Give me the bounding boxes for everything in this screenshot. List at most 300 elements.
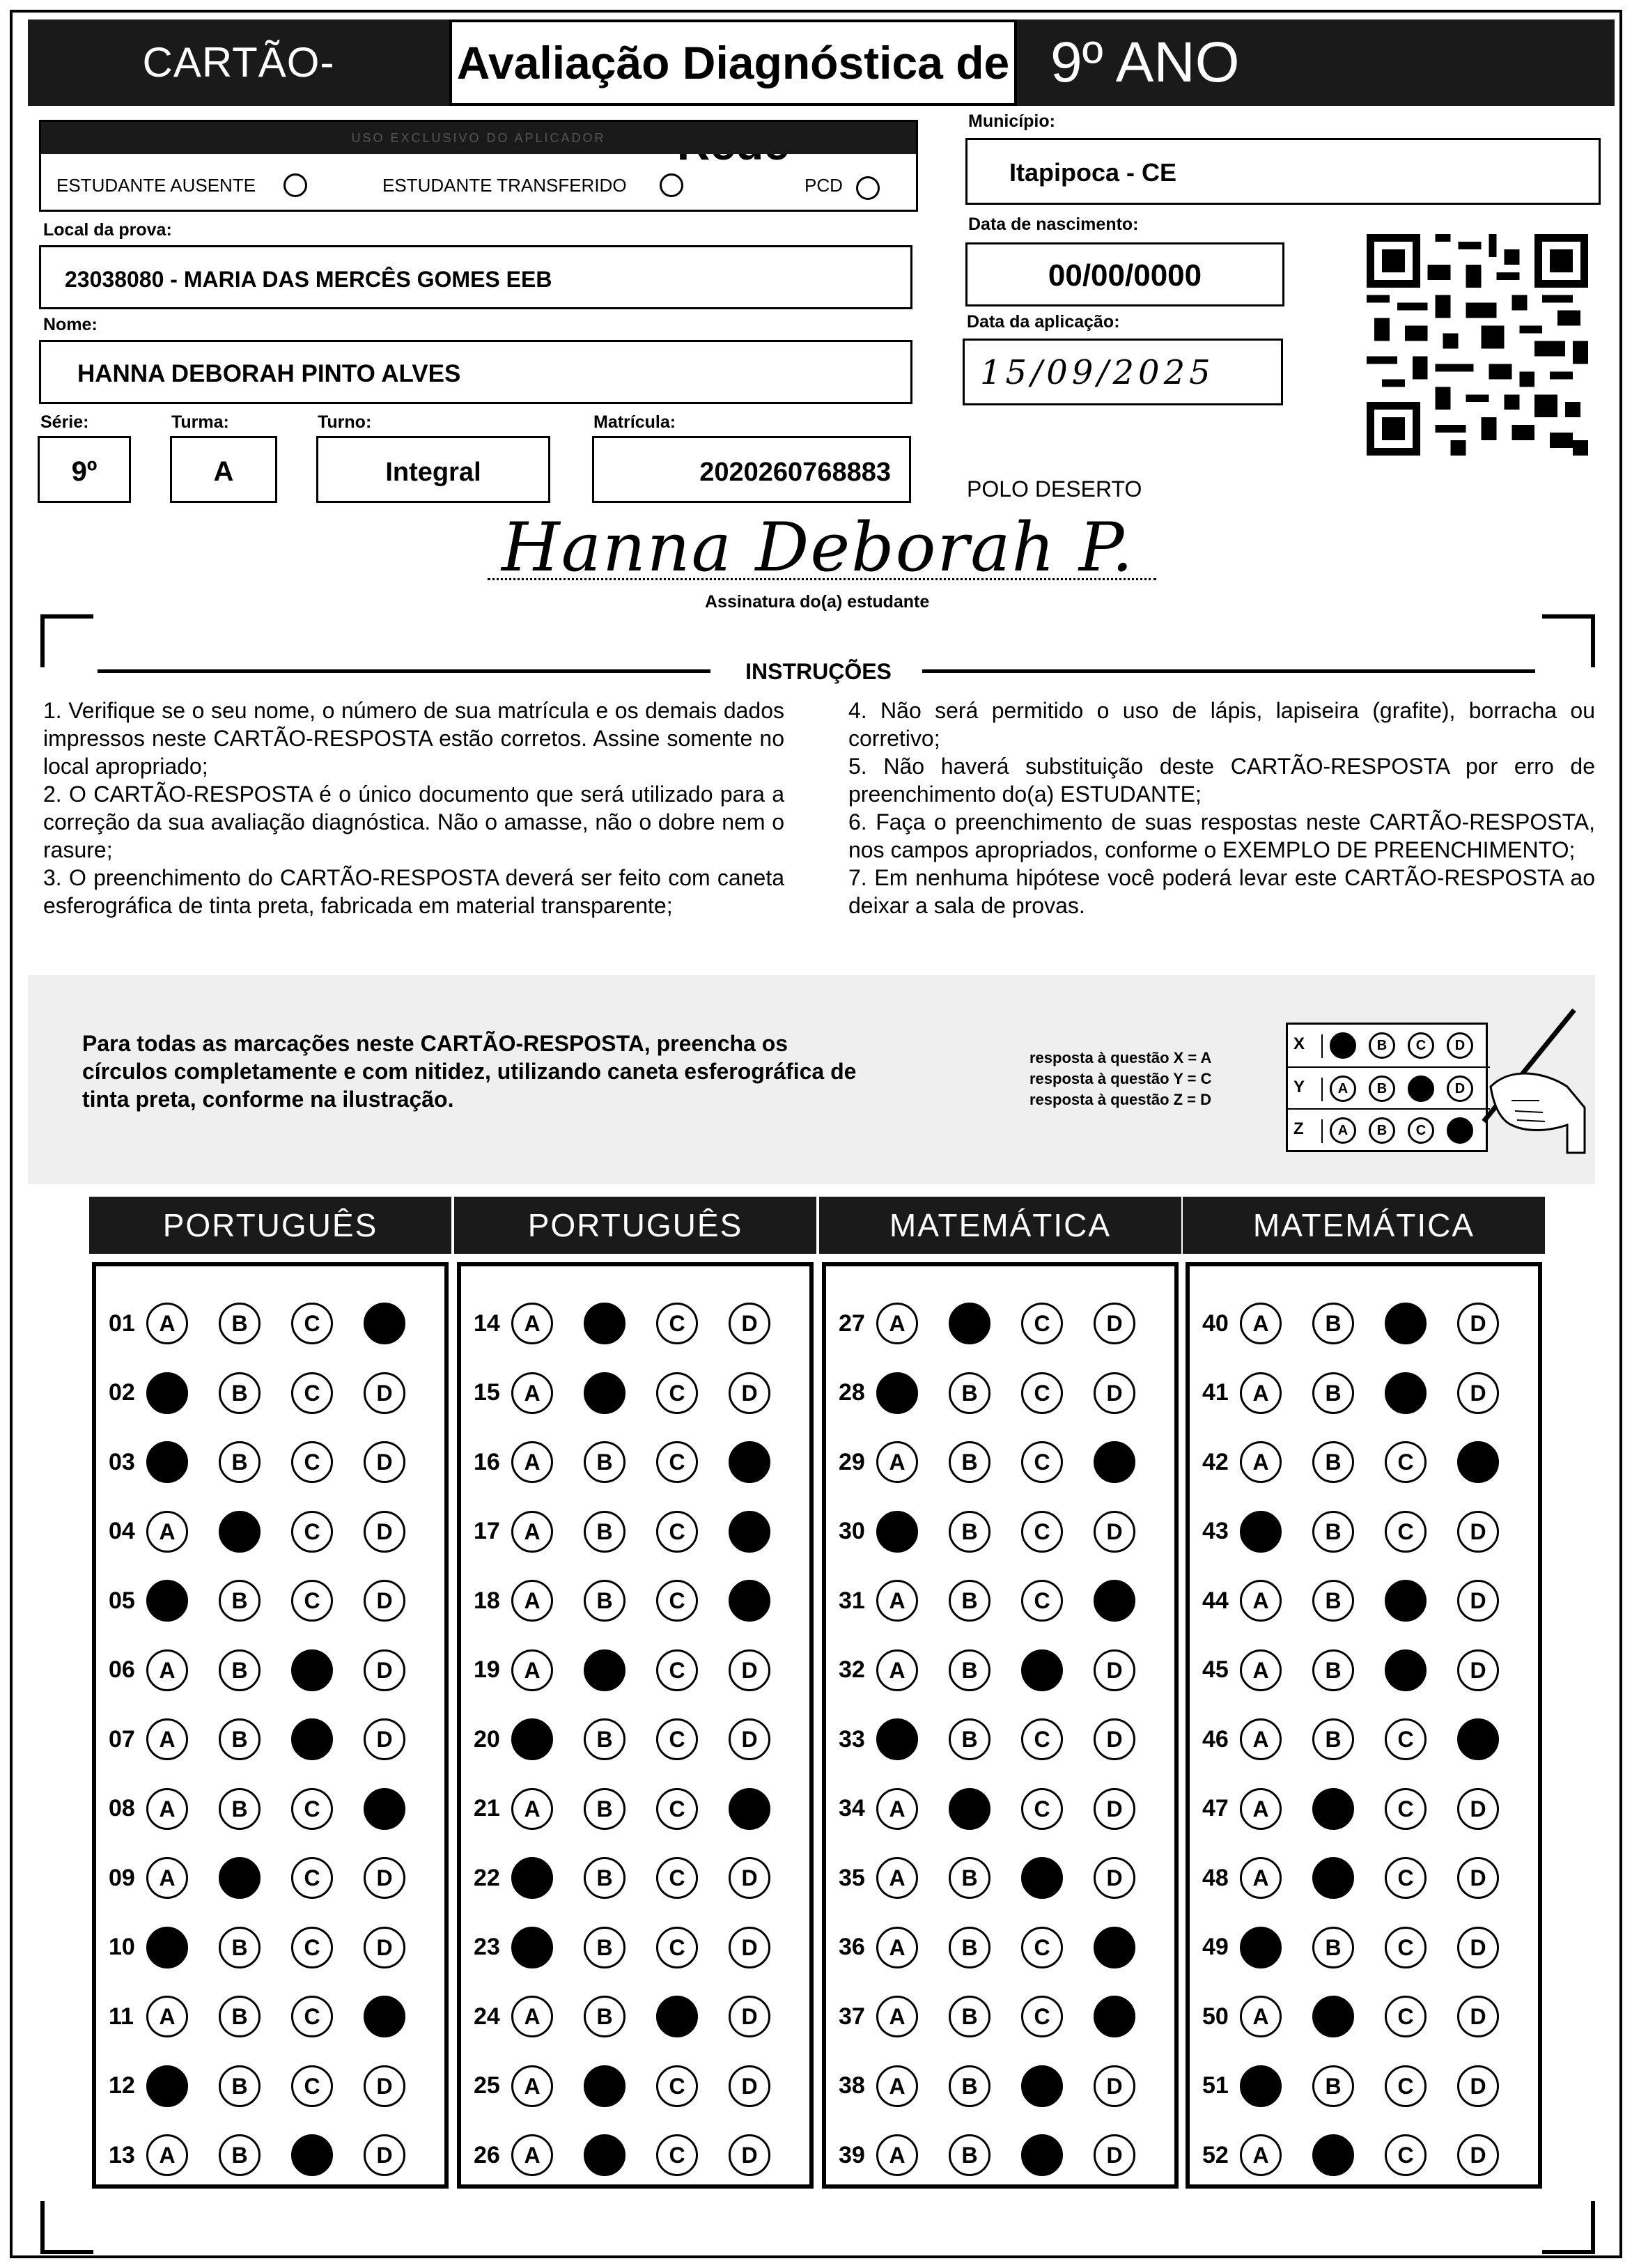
answer-bubble-d[interactable]: D	[1094, 1857, 1135, 1899]
answer-bubble-d[interactable]: D	[1094, 2065, 1135, 2107]
matricula-field	[592, 436, 911, 503]
answer-bubble-b[interactable]: B	[949, 1927, 990, 1968]
answer-bubble-a[interactable]	[511, 1927, 553, 1968]
answer-bubble-d[interactable]	[729, 1441, 770, 1483]
example-row	[1288, 1066, 1490, 1111]
example-bubble-c: C	[1408, 1117, 1434, 1144]
answer-bubble-a[interactable]: A	[876, 2065, 918, 2107]
answer-bubble-b[interactable]: B	[1312, 1718, 1354, 1760]
column-header: MATEMÁTICA	[819, 1197, 1181, 1254]
signature-line	[488, 578, 1156, 580]
answer-bubble-a[interactable]: A	[1240, 1718, 1282, 1760]
question-row	[109, 1649, 436, 1691]
answer-bubble-a[interactable]	[146, 1580, 188, 1622]
answer-bubble-d[interactable]: D	[364, 1580, 405, 1622]
question-row	[1202, 1441, 1530, 1483]
answer-bubble-b[interactable]	[584, 2065, 625, 2107]
answer-bubble-d[interactable]: D	[729, 1857, 770, 1899]
applicator-box	[39, 120, 918, 212]
answer-bubble-d[interactable]: D	[729, 1649, 770, 1691]
answer-bubble-a[interactable]: A	[511, 1441, 553, 1483]
answer-bubble-b[interactable]: B	[949, 1857, 990, 1899]
answer-bubble-d[interactable]: D	[1094, 1511, 1135, 1553]
answer-bubble-a[interactable]	[511, 1857, 553, 1899]
answer-bubble-b[interactable]: B	[219, 2065, 261, 2107]
example-bubble-a	[1330, 1032, 1356, 1059]
instruction-3: 3. O preenchimento do CARTÃO-RESPOSTA deverá ser feito com caneta esferográfica de tinta preta, fabricada em material transparente;	[43, 865, 784, 918]
answer-bubble-b[interactable]: B	[949, 1372, 990, 1414]
answer-bubble-d[interactable]: D	[729, 1718, 770, 1760]
answer-bubble-c[interactable]: C	[1385, 1441, 1427, 1483]
answer-bubble-a[interactable]: A	[511, 1303, 553, 1344]
answer-bubble-a[interactable]: A	[876, 1580, 918, 1622]
answer-bubble-c[interactable]: C	[656, 1511, 698, 1553]
answer-bubble-b[interactable]: B	[584, 1788, 625, 1830]
answer-bubble-b[interactable]: B	[219, 1718, 261, 1760]
answer-bubble-d[interactable]: D	[1457, 1372, 1499, 1414]
grade-label: 9º ANO	[1017, 20, 1615, 106]
answer-bubble-b[interactable]: B	[584, 1718, 625, 1760]
question-number: 02	[109, 1379, 135, 1406]
answer-bubble-c[interactable]: C	[1385, 1927, 1427, 1968]
example-question-label: Z	[1293, 1119, 1323, 1143]
answer-bubble-c[interactable]: C	[656, 2065, 698, 2107]
answer-bubble-b[interactable]: B	[949, 1996, 990, 2037]
answer-bubble-a[interactable]: A	[1240, 1857, 1282, 1899]
answer-bubble-a[interactable]: A	[876, 1996, 918, 2037]
answer-bubble-a[interactable]: A	[511, 1996, 553, 2037]
question-row	[1202, 1927, 1530, 1968]
answer-bubble-c[interactable]: C	[1021, 1580, 1063, 1622]
answer-bubble-c[interactable]: C	[1021, 1441, 1063, 1483]
answer-bubble-c[interactable]: C	[1021, 1303, 1063, 1344]
answer-bubble-b[interactable]: B	[219, 1927, 261, 1968]
answer-bubble-a[interactable]: A	[876, 1927, 918, 1968]
answer-bubble-b[interactable]: B	[1312, 1441, 1354, 1483]
answer-bubble-b[interactable]: B	[219, 1649, 261, 1691]
answer-bubble-b[interactable]: B	[949, 1718, 990, 1760]
answer-bubble-a[interactable]	[876, 1372, 918, 1414]
answer-bubble-c[interactable]	[1385, 1372, 1427, 1414]
answer-bubble-a[interactable]: A	[876, 2134, 918, 2176]
answer-bubble-a[interactable]: A	[1240, 1372, 1282, 1414]
answer-bubble-c[interactable]: C	[291, 1927, 333, 1968]
answer-bubble-c[interactable]	[1021, 2065, 1063, 2107]
answer-bubble-d[interactable]	[1094, 1927, 1135, 1968]
answer-bubble-c[interactable]: C	[291, 1857, 333, 1899]
turno-value: Integral	[385, 458, 481, 487]
answer-bubble-a[interactable]: A	[1240, 1580, 1282, 1622]
turma-label: Turma:	[171, 412, 229, 432]
answer-bubble-d[interactable]: D	[729, 2134, 770, 2176]
answer-bubble-a[interactable]: A	[146, 1996, 188, 2037]
answer-bubble-a[interactable]: A	[146, 1511, 188, 1553]
question-number: 28	[839, 1379, 865, 1406]
answer-grid	[457, 1262, 814, 2189]
answer-bubble-a[interactable]: A	[511, 2065, 553, 2107]
answer-bubble-b[interactable]	[1312, 1996, 1354, 2037]
answer-bubble-a[interactable]: A	[511, 1580, 553, 1622]
answer-bubble-a[interactable]: A	[146, 1303, 188, 1344]
column-header: MATEMÁTICA	[1183, 1197, 1545, 1254]
answer-bubble-d[interactable]: D	[1457, 1303, 1499, 1344]
answer-bubble-d[interactable]: D	[1094, 1788, 1135, 1830]
answer-bubble-b[interactable]: B	[1312, 1927, 1354, 1968]
answer-bubble-d[interactable]: D	[729, 1996, 770, 2037]
answer-bubble-c[interactable]	[291, 2134, 333, 2176]
answer-bubble-c[interactable]	[1021, 2134, 1063, 2176]
answer-bubble-c[interactable]: C	[1021, 1927, 1063, 1968]
question-number: 01	[109, 1310, 135, 1337]
answer-bubble-d[interactable]: D	[1457, 1649, 1499, 1691]
answer-bubble-c[interactable]: C	[291, 1788, 333, 1830]
answer-bubble-b[interactable]: B	[1312, 1649, 1354, 1691]
answer-bubble-b[interactable]: B	[1312, 1303, 1354, 1344]
answer-bubble-b[interactable]	[949, 1303, 990, 1344]
question-row	[109, 1441, 436, 1483]
question-row	[839, 1372, 1166, 1414]
answer-bubble-b[interactable]: B	[219, 2134, 261, 2176]
question-row	[109, 1580, 436, 1622]
answer-bubble-a[interactable]: A	[146, 1649, 188, 1691]
answer-bubble-c[interactable]: C	[1021, 1511, 1063, 1553]
question-row	[1202, 1303, 1530, 1344]
answer-bubble-d[interactable]: D	[1457, 1927, 1499, 1968]
turma-value: A	[213, 456, 234, 487]
question-number: 21	[474, 1795, 500, 1822]
question-number: 29	[839, 1448, 865, 1475]
transferred-label: ESTUDANTE TRANSFERIDO	[382, 175, 627, 196]
answer-bubble-d[interactable]: D	[1457, 1511, 1499, 1553]
answer-bubble-a[interactable]: A	[146, 1788, 188, 1830]
example-legend-y: resposta à questão Y = C	[1029, 1070, 1212, 1087]
answer-bubble-b[interactable]	[584, 1649, 625, 1691]
answer-bubble-c[interactable]	[1385, 1649, 1427, 1691]
question-row	[474, 1996, 801, 2037]
answer-bubble-c[interactable]: C	[656, 1857, 698, 1899]
question-row	[474, 1580, 801, 1622]
answer-bubble-a[interactable]: A	[146, 1857, 188, 1899]
answer-bubble-b[interactable]: B	[949, 1580, 990, 1622]
answer-bubble-d[interactable]	[1094, 1580, 1135, 1622]
question-row	[474, 1441, 801, 1483]
answer-bubble-c[interactable]	[291, 1649, 333, 1691]
question-number: 31	[839, 1587, 865, 1614]
answer-bubble-a[interactable]	[146, 2065, 188, 2107]
card-title: CARTÃO-	[28, 20, 449, 106]
answer-bubble-b[interactable]: B	[949, 2065, 990, 2107]
question-number: 27	[839, 1310, 865, 1337]
answer-bubble-d[interactable]: D	[1094, 1303, 1135, 1344]
question-number: 46	[1202, 1725, 1229, 1753]
answer-bubble-d[interactable]: D	[1457, 2065, 1499, 2107]
question-number: 07	[109, 1725, 135, 1753]
example-question-label: X	[1293, 1034, 1323, 1058]
question-number: 49	[1202, 1934, 1229, 1960]
answer-bubble-b[interactable]: B	[219, 1788, 261, 1830]
answer-bubble-a[interactable]: A	[876, 1441, 918, 1483]
answer-bubble-a[interactable]	[146, 1441, 188, 1483]
example-text: Para todas as marcações neste CARTÃO-RESPOSTA, preencha os círculos completamente e com nitidez, utilizando caneta esferográfica de tinta preta, conforme na ilustração.	[82, 1031, 857, 1112]
answer-bubble-c[interactable]: C	[291, 1580, 333, 1622]
local-value: 23038080 - MARIA DAS MERCÊS GOMES EEB	[65, 267, 552, 292]
question-number: 40	[1202, 1310, 1229, 1337]
answer-bubble-c[interactable]: C	[291, 1511, 333, 1553]
answer-bubble-d[interactable]	[729, 1788, 770, 1830]
question-number: 10	[109, 1934, 135, 1960]
answer-bubble-b[interactable]	[584, 2134, 625, 2176]
question-number: 35	[839, 1864, 865, 1891]
answer-bubble-d[interactable]: D	[1457, 1996, 1499, 2037]
answer-bubble-d[interactable]: D	[1094, 1718, 1135, 1760]
answer-bubble-a[interactable]: A	[511, 2134, 553, 2176]
answer-bubble-a[interactable]: A	[1240, 2134, 1282, 2176]
answer-bubble-a[interactable]	[876, 1511, 918, 1553]
transferred-checkbox[interactable]	[660, 173, 683, 197]
answer-bubble-c[interactable]: C	[1021, 1788, 1063, 1830]
answer-bubble-d[interactable]: D	[364, 1511, 405, 1553]
answer-bubble-a[interactable]: A	[1240, 1441, 1282, 1483]
answer-bubble-d[interactable]: D	[729, 1927, 770, 1968]
answer-bubble-b[interactable]	[1312, 1788, 1354, 1830]
answer-bubble-a[interactable]	[146, 1927, 188, 1968]
serie-label: Série:	[40, 412, 89, 432]
answer-bubble-c[interactable]: C	[291, 2065, 333, 2107]
answer-bubble-c[interactable]: C	[1021, 1718, 1063, 1760]
applicator-strip: USO EXCLUSIVO DO APLICADOR	[41, 122, 916, 154]
answer-bubble-c[interactable]: C	[1385, 2134, 1427, 2176]
answer-bubble-d[interactable]	[1457, 1718, 1499, 1760]
example-bubble-a: A	[1330, 1075, 1356, 1102]
answer-bubble-a[interactable]: A	[511, 1511, 553, 1553]
question-number: 09	[109, 1864, 135, 1891]
answer-bubble-a[interactable]: A	[876, 1788, 918, 1830]
answer-bubble-a[interactable]: A	[1240, 1996, 1282, 2037]
answer-bubble-a[interactable]: A	[146, 2134, 188, 2176]
answer-bubble-d[interactable]: D	[1094, 2134, 1135, 2176]
answer-bubble-c[interactable]: C	[656, 1927, 698, 1968]
answer-bubble-a[interactable]	[146, 1372, 188, 1414]
answer-bubble-b[interactable]: B	[584, 1927, 625, 1968]
answer-bubble-b[interactable]: B	[219, 1303, 261, 1344]
answer-bubble-a[interactable]	[1240, 1927, 1282, 1968]
question-row	[109, 1511, 436, 1553]
answer-bubble-d[interactable]: D	[364, 1649, 405, 1691]
question-number: 16	[474, 1448, 500, 1475]
nome-value: HANNA DEBORAH PINTO ALVES	[77, 360, 461, 387]
answer-bubble-c[interactable]	[656, 1996, 698, 2037]
aplicacao-field[interactable]	[963, 339, 1283, 405]
answer-bubble-d[interactable]	[364, 1303, 405, 1344]
answer-bubble-b[interactable]: B	[584, 1996, 625, 2037]
question-number: 05	[109, 1587, 135, 1614]
answer-bubble-d[interactable]: D	[1094, 1649, 1135, 1691]
question-number: 17	[474, 1518, 500, 1544]
answer-bubble-b[interactable]: B	[219, 1441, 261, 1483]
answer-bubble-b[interactable]	[1312, 2134, 1354, 2176]
question-row	[839, 1580, 1166, 1622]
answer-bubble-a[interactable]: A	[1240, 1303, 1282, 1344]
answer-bubble-d[interactable]: D	[1094, 1372, 1135, 1414]
question-row	[474, 1927, 801, 1968]
question-row	[109, 1372, 436, 1414]
question-number: 37	[839, 2003, 865, 2030]
turma-field	[170, 436, 277, 503]
question-number: 13	[109, 2141, 135, 2168]
instruction-7: 7. Em nenhuma hipótese você poderá levar este CARTÃO-RESPOSTA ao deixar a sala de provas.	[848, 865, 1595, 918]
answer-bubble-c[interactable]: C	[656, 1788, 698, 1830]
answer-bubble-c[interactable]	[1385, 1580, 1427, 1622]
answer-bubble-c[interactable]: C	[656, 2134, 698, 2176]
answer-bubble-c[interactable]: C	[291, 1441, 333, 1483]
answer-bubble-c[interactable]: C	[1385, 1857, 1427, 1899]
answer-bubble-c[interactable]: C	[1385, 1996, 1427, 2037]
answer-bubble-a[interactable]: A	[511, 1788, 553, 1830]
municipio-value: Itapipoca - CE	[1009, 158, 1177, 187]
answer-bubble-b[interactable]: B	[1312, 1372, 1354, 1414]
answer-bubble-a[interactable]	[876, 1718, 918, 1760]
answer-bubble-a[interactable]: A	[1240, 1649, 1282, 1691]
question-number: 06	[109, 1656, 135, 1683]
answer-bubble-a[interactable]: A	[876, 1303, 918, 1344]
column-header: PORTUGUÊS	[89, 1197, 451, 1254]
answer-bubble-d[interactable]: D	[364, 1372, 405, 1414]
hand-pen-icon	[1463, 1003, 1595, 1163]
question-row	[839, 1927, 1166, 1968]
answer-bubble-d[interactable]: D	[364, 2065, 405, 2107]
answer-bubble-d[interactable]: D	[1457, 1580, 1499, 1622]
question-row	[109, 1996, 436, 2037]
corner-bottom-left	[40, 2201, 93, 2254]
answer-bubble-d[interactable]: D	[1457, 1857, 1499, 1899]
answer-bubble-c[interactable]: C	[1385, 2065, 1427, 2107]
answer-bubble-b[interactable]: B	[949, 2134, 990, 2176]
question-row	[1202, 1580, 1530, 1622]
answer-bubble-d[interactable]	[1094, 1996, 1135, 2037]
pcd-checkbox[interactable]	[856, 176, 880, 200]
instruction-1: 1. Verifique se o seu nome, o número de sua matrícula e os demais dados impressos neste CARTÃO-RESPOSTA estão corretos. Assine somente no local apropriado;	[43, 698, 784, 779]
answer-bubble-b[interactable]	[949, 1788, 990, 1830]
question-row	[1202, 1857, 1530, 1899]
answer-bubble-d[interactable]: D	[1457, 1788, 1499, 1830]
answer-bubble-a[interactable]	[1240, 2065, 1282, 2107]
answer-bubble-b[interactable]	[584, 1372, 625, 1414]
answer-bubble-c[interactable]: C	[656, 1303, 698, 1344]
answer-bubble-b[interactable]: B	[584, 1580, 625, 1622]
answer-bubble-c[interactable]: C	[291, 1372, 333, 1414]
answer-bubble-b[interactable]: B	[584, 1857, 625, 1899]
answer-bubble-c[interactable]: C	[1385, 1788, 1427, 1830]
answer-bubble-d[interactable]	[1457, 1441, 1499, 1483]
answer-bubble-c[interactable]: C	[291, 1996, 333, 2037]
answer-bubble-c[interactable]	[291, 1718, 333, 1760]
example-legend	[1029, 1048, 1211, 1110]
answer-bubble-b[interactable]: B	[949, 1441, 990, 1483]
answer-bubble-c[interactable]: C	[656, 1718, 698, 1760]
answer-bubble-c[interactable]: C	[656, 1649, 698, 1691]
answer-bubble-c[interactable]: C	[1385, 1718, 1427, 1760]
answer-bubble-d[interactable]	[729, 1580, 770, 1622]
answer-bubble-c[interactable]	[1021, 1857, 1063, 1899]
question-number: 11	[109, 2003, 134, 2030]
answer-bubble-c[interactable]: C	[1021, 1372, 1063, 1414]
question-row	[839, 1996, 1166, 2037]
answer-bubble-c[interactable]: C	[656, 1372, 698, 1414]
answer-bubble-b[interactable]: B	[1312, 2065, 1354, 2107]
example-question-label: Y	[1293, 1078, 1323, 1101]
answer-bubble-a[interactable]: A	[1240, 1788, 1282, 1830]
answer-bubble-d[interactable]: D	[729, 1372, 770, 1414]
answer-bubble-b[interactable]: B	[949, 1511, 990, 1553]
answer-bubble-b[interactable]: B	[1312, 1580, 1354, 1622]
answer-bubble-b[interactable]	[584, 1303, 625, 1344]
example-bubble-b: B	[1369, 1075, 1395, 1102]
answer-bubble-a[interactable]: A	[146, 1718, 188, 1760]
absent-checkbox[interactable]	[283, 173, 307, 197]
question-number: 22	[474, 1864, 500, 1891]
answer-bubble-d[interactable]	[364, 1996, 405, 2037]
answer-bubble-b[interactable]	[219, 1511, 261, 1553]
answer-bubble-d[interactable]: D	[1457, 2134, 1499, 2176]
instruction-6: 6. Faça o preenchimento de suas respostas neste CARTÃO-RESPOSTA, nos campos apropriados, conforme o EXEMPLO DE PREENCHIMENTO;	[848, 809, 1595, 862]
answer-bubble-c[interactable]: C	[1385, 1511, 1427, 1553]
answer-bubble-a[interactable]: A	[511, 1372, 553, 1414]
answer-bubble-d[interactable]: D	[364, 1927, 405, 1968]
answer-bubble-b[interactable]: B	[949, 1649, 990, 1691]
question-row	[474, 1718, 801, 1760]
question-row	[1202, 1511, 1530, 1553]
answer-bubble-b[interactable]: B	[219, 1580, 261, 1622]
answer-bubble-a[interactable]	[511, 1718, 553, 1760]
answer-bubble-c[interactable]: C	[1021, 1996, 1063, 2037]
answer-bubble-a[interactable]: A	[876, 1649, 918, 1691]
answer-bubble-d[interactable]	[364, 1788, 405, 1830]
answer-bubble-d[interactable]: D	[364, 1441, 405, 1483]
answer-bubble-d[interactable]: D	[364, 2134, 405, 2176]
answer-bubble-d[interactable]: D	[364, 1857, 405, 1899]
question-number: 32	[839, 1656, 865, 1683]
answer-bubble-c[interactable]: C	[656, 1580, 698, 1622]
answer-bubble-a[interactable]: A	[876, 1857, 918, 1899]
answer-bubble-b[interactable]: B	[219, 1996, 261, 2037]
question-row	[474, 2134, 801, 2176]
answer-bubble-b[interactable]: B	[219, 1372, 261, 1414]
answer-bubble-b[interactable]: B	[584, 1441, 625, 1483]
answer-bubble-d[interactable]	[1094, 1441, 1135, 1483]
signature-area[interactable]	[488, 506, 1156, 589]
answer-bubble-b[interactable]	[1312, 1857, 1354, 1899]
answer-bubble-c[interactable]: C	[656, 1441, 698, 1483]
answer-bubble-a[interactable]	[1240, 1511, 1282, 1553]
answer-bubble-c[interactable]: C	[291, 1303, 333, 1344]
polo-label: POLO DESERTO	[967, 476, 1142, 502]
answer-bubble-d[interactable]: D	[729, 2065, 770, 2107]
answer-bubble-c[interactable]	[1385, 1303, 1427, 1344]
answer-bubble-b[interactable]: B	[1312, 1511, 1354, 1553]
question-row	[109, 2065, 436, 2107]
answer-bubble-c[interactable]	[1021, 1649, 1063, 1691]
answer-bubble-b[interactable]	[219, 1857, 261, 1899]
answer-bubble-d[interactable]: D	[364, 1718, 405, 1760]
answer-bubble-d[interactable]: D	[729, 1303, 770, 1344]
question-number: 38	[839, 2072, 865, 2099]
qr-code	[1367, 234, 1588, 456]
answer-bubble-a[interactable]: A	[511, 1649, 553, 1691]
answer-bubble-b[interactable]: B	[584, 1511, 625, 1553]
answer-bubble-d[interactable]	[729, 1511, 770, 1553]
question-number: 25	[474, 2072, 500, 2099]
question-number: 14	[474, 1310, 500, 1337]
